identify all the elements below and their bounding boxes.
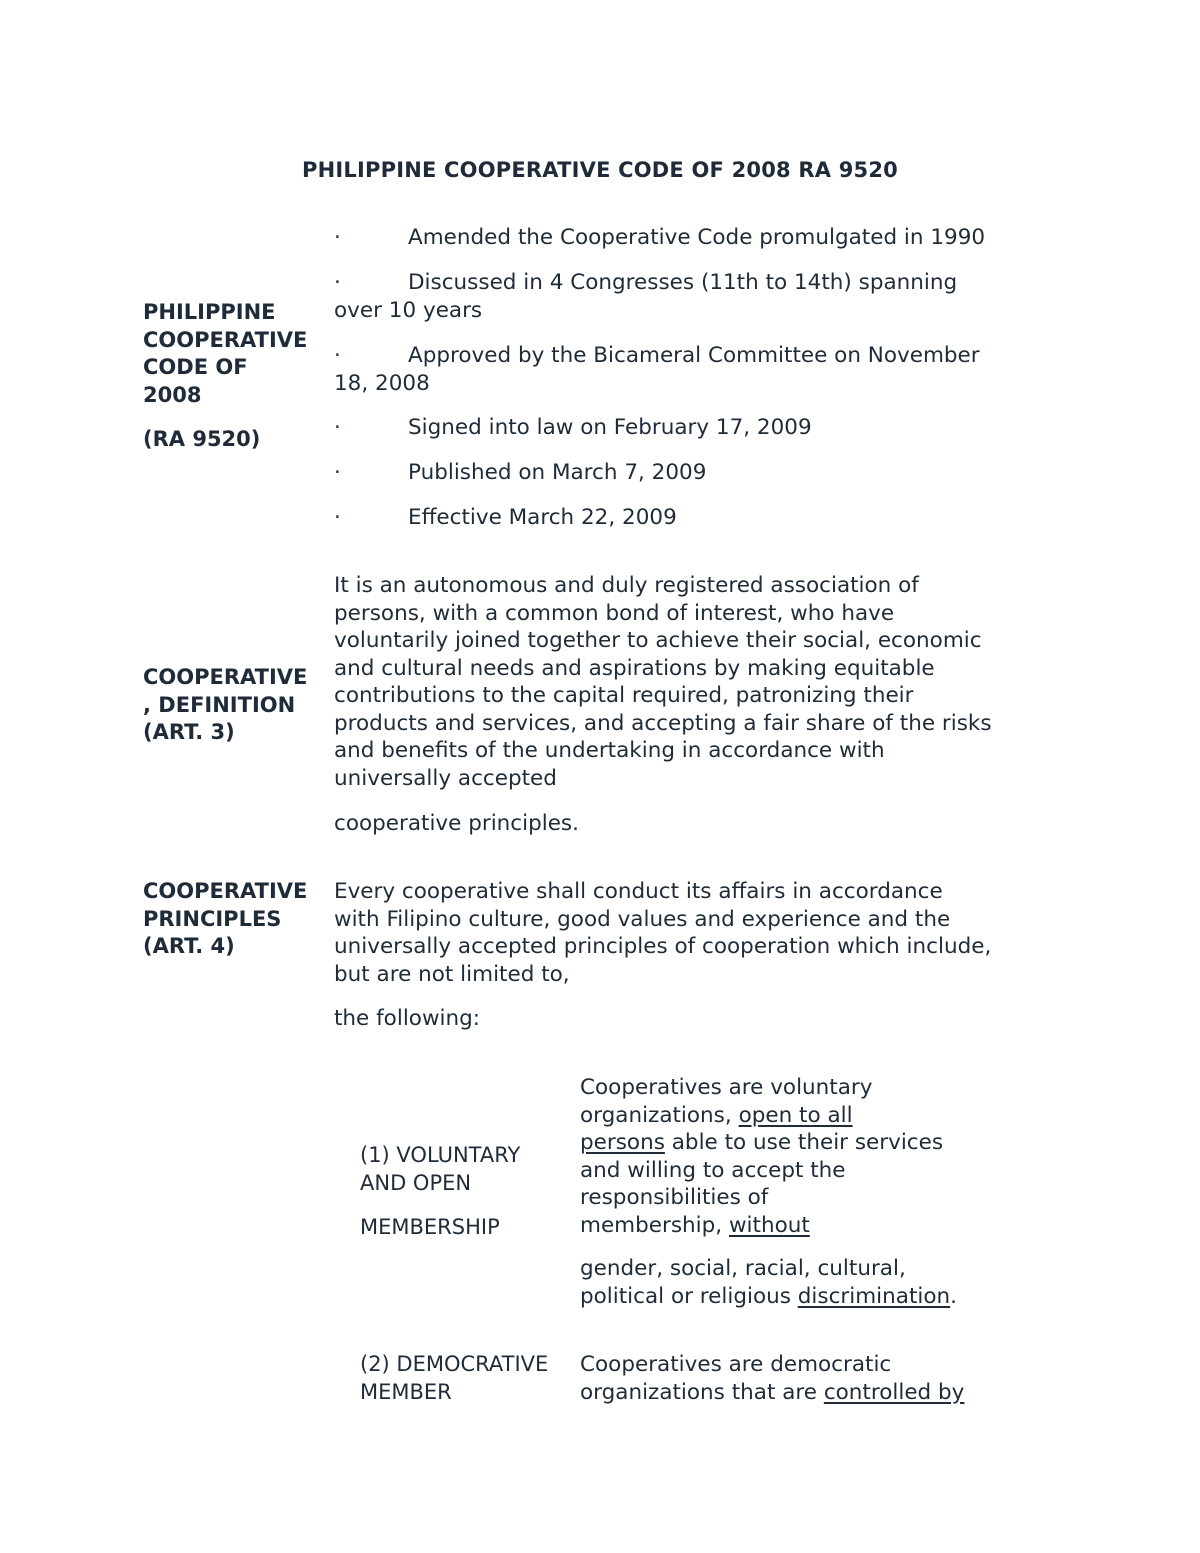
label-line: (1) VOLUNTARY xyxy=(360,1143,521,1167)
text-segment: membership, xyxy=(580,1212,729,1238)
text-line: gender, social, racial, cultural, xyxy=(580,1256,906,1281)
principle-label-voluntary xyxy=(360,1142,565,1197)
label-line: COOPERATIVE xyxy=(143,327,308,352)
text-line: and benefits of the undertaking in accordance with xyxy=(334,738,885,763)
section-label-principles xyxy=(143,878,333,961)
text-line: contributions to the capital required, patronizing their xyxy=(334,683,914,708)
section-label-definition xyxy=(143,664,333,747)
section-label-ra: (RA 9520) xyxy=(143,427,261,451)
principles-text-tail: the following: xyxy=(334,1006,481,1031)
bullet-text: Approved by the Bicameral Committee on November xyxy=(408,343,980,368)
bullet-text: Published on March 7, 2009 xyxy=(408,460,707,485)
bullet-text: Effective March 22, 2009 xyxy=(408,505,677,530)
text-line: Cooperatives are democratic xyxy=(580,1352,892,1377)
label-line: AND OPEN xyxy=(360,1170,472,1195)
bullet-item xyxy=(334,342,1064,397)
text-segment: organizations that are xyxy=(580,1379,824,1405)
definition-text-tail: cooperative principles. xyxy=(334,811,579,836)
bullet-text-cont: 18, 2008 xyxy=(334,370,430,396)
text-line: Cooperatives are voluntary xyxy=(580,1075,873,1100)
bullet-item xyxy=(334,224,1064,252)
underlined-text: controlled by xyxy=(823,1379,965,1405)
bullet-icon: · xyxy=(334,415,341,440)
underlined-text: discrimination xyxy=(797,1283,951,1309)
text-line: Every cooperative shall conduct its affairs in accordance xyxy=(334,879,943,904)
label-line: PHILIPPINE xyxy=(143,300,276,324)
label-line: (2) DEMOCRATIVE xyxy=(360,1352,549,1376)
text-segment: political or religious xyxy=(580,1283,798,1309)
text-line: products and services, and accepting a fair share of the risks xyxy=(334,710,992,736)
text-line xyxy=(580,1129,1000,1157)
bullet-item xyxy=(334,269,1064,324)
underlined-text: persons xyxy=(580,1130,665,1155)
principles-text xyxy=(334,878,1059,988)
section-label-code xyxy=(143,299,333,409)
principle-label-voluntary-tail: MEMBERSHIP xyxy=(360,1215,500,1239)
text-line: voluntarily joined together to achieve their social, economic xyxy=(334,628,982,653)
label-line: PRINCIPLES xyxy=(143,906,282,931)
bullet-icon: · xyxy=(334,460,341,485)
definition-text xyxy=(334,572,1059,792)
text-line xyxy=(580,1212,1000,1240)
label-line: COOPERATIVE xyxy=(143,665,308,689)
label-line: COOPERATIVE xyxy=(143,879,308,903)
text-line: universally accepted xyxy=(334,765,557,791)
principle-text-voluntary-tail xyxy=(580,1255,1000,1310)
label-line: CODE OF xyxy=(143,355,248,379)
bullet-icon: · xyxy=(334,225,341,250)
bullet-item xyxy=(334,459,1064,487)
bullet-text: Discussed in 4 Congresses (11th to 14th) spanning xyxy=(408,270,958,295)
label-line: (ART. 4) xyxy=(143,934,235,958)
text-segment: . xyxy=(950,1283,957,1309)
text-line: with Filipino culture, good values and experience and the xyxy=(334,906,951,932)
text-line: persons, with a common bond of interest, who have xyxy=(334,600,895,626)
label-line: , DEFINITION xyxy=(143,692,296,717)
bullet-item xyxy=(334,414,1064,442)
underlined-text: without xyxy=(728,1212,810,1238)
text-line xyxy=(580,1379,1000,1407)
bullet-text: Signed into law on February 17, 2009 xyxy=(408,415,812,440)
label-line: MEMBER xyxy=(360,1379,452,1404)
text-line: It is an autonomous and duly registered association of xyxy=(334,573,919,598)
underlined-text: open to all xyxy=(738,1102,853,1128)
text-line: but are not limited to, xyxy=(334,961,570,987)
text-line: universally accepted principles of cooperation which include, xyxy=(334,934,992,959)
principle-text-voluntary xyxy=(580,1074,1000,1239)
principle-label-democratic xyxy=(360,1351,565,1406)
text-segment: organizations, xyxy=(580,1102,739,1128)
bullet-item xyxy=(334,504,1064,532)
text-line: and willing to accept the xyxy=(580,1157,846,1183)
text-line: responsibilities of xyxy=(580,1185,769,1210)
principle-text-democratic xyxy=(580,1351,1000,1406)
bullet-text-cont: over 10 years xyxy=(334,297,483,323)
label-line: (ART. 3) xyxy=(143,720,235,744)
bullet-icon: · xyxy=(334,343,341,368)
bullet-icon: · xyxy=(334,270,341,295)
text-line xyxy=(580,1283,1000,1311)
text-segment: able to use their services xyxy=(664,1130,944,1155)
text-line: and cultural needs and aspirations by making equitable xyxy=(334,655,935,681)
text-line xyxy=(580,1102,1000,1130)
label-line: 2008 xyxy=(143,382,202,407)
bullet-text: Amended the Cooperative Code promulgated in 1990 xyxy=(408,225,986,250)
bullet-icon: · xyxy=(334,505,341,530)
document-title: PHILIPPINE COOPERATIVE CODE OF 2008 RA 9520 xyxy=(302,158,898,182)
